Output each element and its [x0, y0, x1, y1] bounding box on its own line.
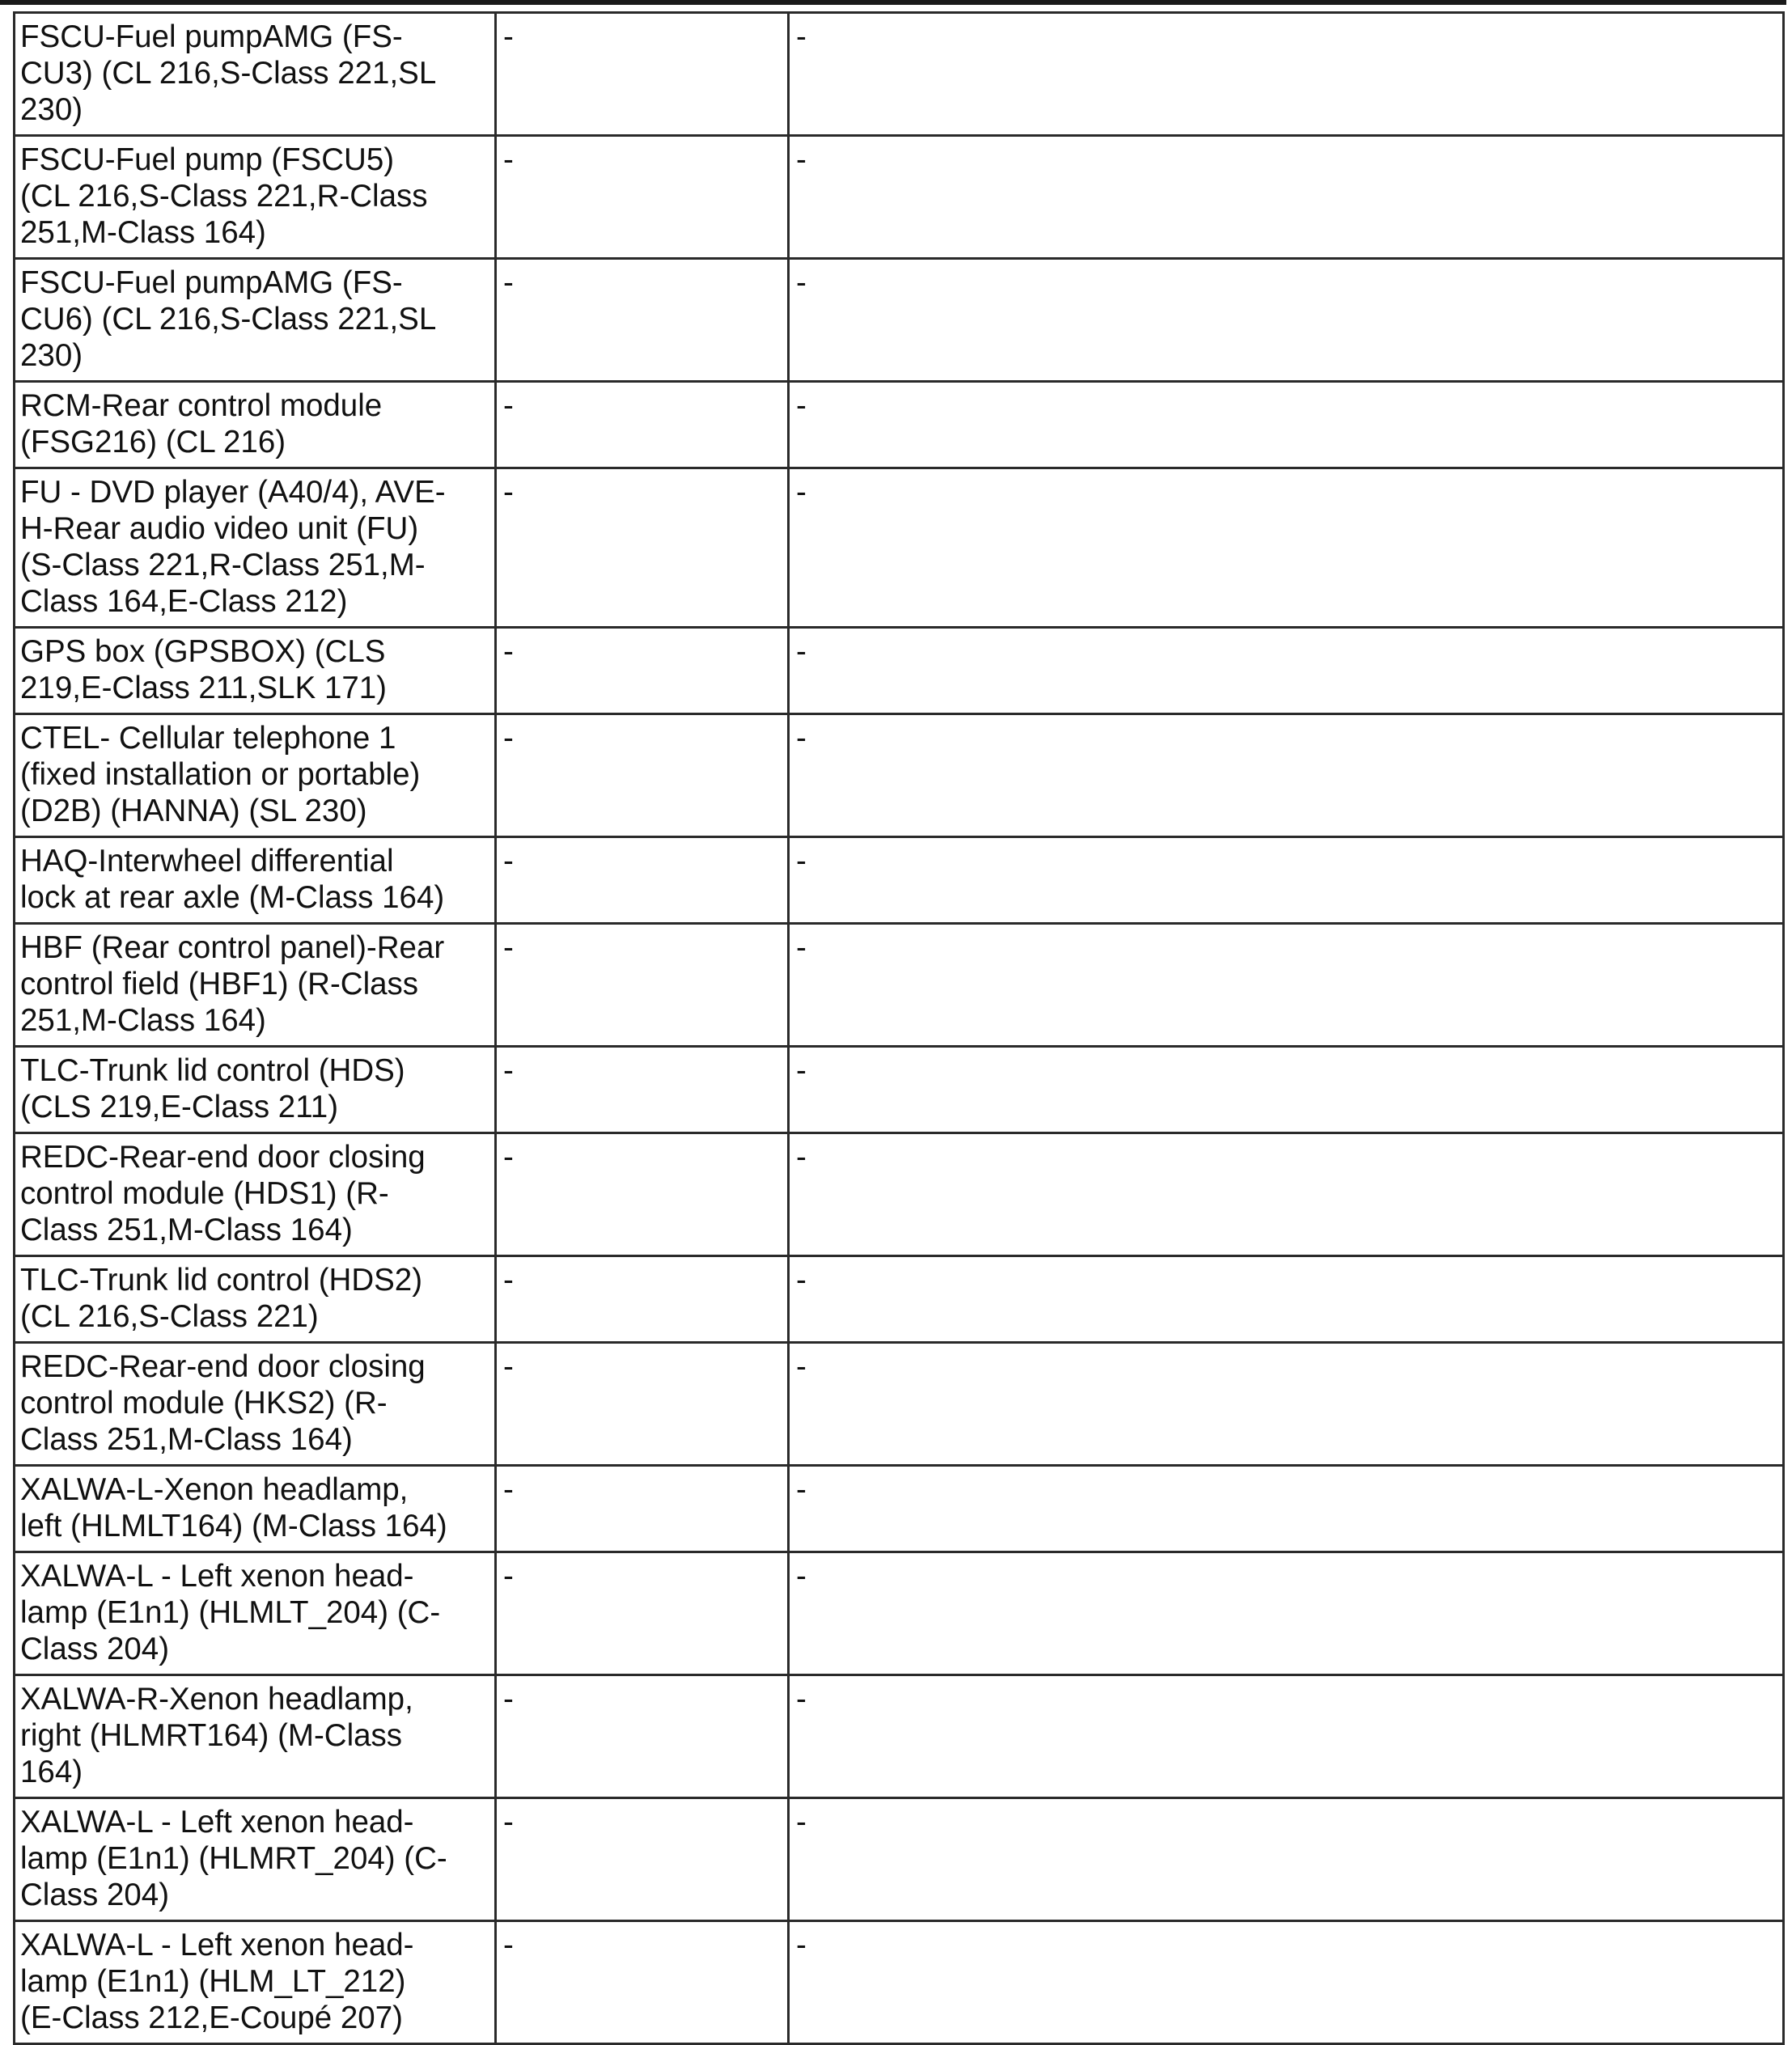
- value-2: -: [503, 1928, 514, 1962]
- table-row: [15, 1921, 1784, 2044]
- unit-name-cell: [15, 628, 496, 714]
- value-3: -: [796, 930, 807, 965]
- value-cell-3: [789, 259, 1784, 382]
- value-cell-3: [789, 837, 1784, 924]
- value-3: -: [796, 844, 807, 879]
- value-cell-2: [496, 1675, 789, 1798]
- table-row: [15, 1798, 1784, 1921]
- unit-name-cell: [15, 1466, 496, 1552]
- value-3: -: [796, 475, 807, 510]
- unit-name: REDC-Rear-end door closing control module (HKS2) (R- Class 251,M-Class 164): [20, 1349, 426, 1457]
- value-2: -: [503, 1805, 514, 1840]
- top-rule: [0, 0, 1786, 5]
- value-3: -: [796, 1263, 807, 1298]
- value-3: -: [796, 1349, 807, 1384]
- value-cell-2: [496, 259, 789, 382]
- table-row: [15, 714, 1784, 837]
- table-row: [15, 628, 1784, 714]
- value-3: -: [796, 721, 807, 756]
- unit-name: XALWA-L - Left xenon head- lamp (E1n1) (HLMRT_204) (C- Class 204): [20, 1805, 447, 1912]
- unit-name-cell: [15, 1921, 496, 2044]
- value-cell-3: [789, 1133, 1784, 1256]
- value-cell-3: [789, 1343, 1784, 1466]
- value-cell-3: [789, 1466, 1784, 1552]
- unit-name: XALWA-L - Left xenon head- lamp (E1n1) (HLM_LT_212) (E-Class 212,E-Coupé 207): [20, 1928, 414, 2035]
- unit-name: FU - DVD player (A40/4), AVE- H-Rear audio video unit (FU) (S-Class 221,R-Class 251,M- Class 164,E-Class 212): [20, 475, 446, 619]
- unit-name-cell: [15, 1675, 496, 1798]
- unit-name: FSCU-Fuel pumpAMG (FS- CU3) (CL 216,S-Class 221,SL 230): [20, 19, 437, 127]
- value-cell-2: [496, 837, 789, 924]
- value-cell-2: [496, 1256, 789, 1343]
- value-cell-2: [496, 13, 789, 136]
- unit-name-cell: [15, 1552, 496, 1675]
- value-cell-3: [789, 468, 1784, 628]
- value-cell-2: [496, 1466, 789, 1552]
- value-cell-2: [496, 714, 789, 837]
- unit-name: HAQ-Interwheel differential lock at rear axle (M-Class 164): [20, 844, 445, 915]
- unit-name: XALWA-L - Left xenon head- lamp (E1n1) (HLMLT_204) (C- Class 204): [20, 1559, 441, 1666]
- value-2: -: [503, 142, 514, 177]
- table-row: [15, 13, 1784, 136]
- unit-name: TLC-Trunk lid control (HDS2) (CL 216,S-Class 221): [20, 1263, 423, 1334]
- value-cell-2: [496, 468, 789, 628]
- unit-name-cell: [15, 136, 496, 259]
- value-3: -: [796, 1053, 807, 1088]
- unit-name-cell: [15, 468, 496, 628]
- unit-name: RCM-Rear control module (FSG216) (CL 216): [20, 388, 383, 459]
- value-2: -: [503, 1559, 514, 1594]
- value-cell-2: [496, 628, 789, 714]
- table-row: [15, 1466, 1784, 1552]
- unit-name-cell: [15, 1133, 496, 1256]
- value-2: -: [503, 1472, 514, 1507]
- unit-name: XALWA-L-Xenon headlamp, left (HLMLT164) (M-Class 164): [20, 1472, 447, 1543]
- unit-name: XALWA-R-Xenon headlamp, right (HLMRT164) (M-Class 164): [20, 1682, 413, 1789]
- value-cell-2: [496, 136, 789, 259]
- unit-name-cell: [15, 837, 496, 924]
- unit-name: REDC-Rear-end door closing control module (HDS1) (R- Class 251,M-Class 164): [20, 1140, 426, 1247]
- value-cell-3: [789, 136, 1784, 259]
- value-2: -: [503, 475, 514, 510]
- value-3: -: [796, 142, 807, 177]
- unit-name-cell: [15, 259, 496, 382]
- value-3: -: [796, 1805, 807, 1840]
- value-cell-2: [496, 1552, 789, 1675]
- table-row: [15, 1343, 1784, 1466]
- unit-name: GPS box (GPSBOX) (CLS 219,E-Class 211,SLK 171): [20, 634, 387, 705]
- value-2: -: [503, 1263, 514, 1298]
- value-cell-3: [789, 628, 1784, 714]
- value-cell-3: [789, 714, 1784, 837]
- table-row: [15, 1047, 1784, 1133]
- value-3: -: [796, 1140, 807, 1175]
- value-cell-2: [496, 1921, 789, 2044]
- value-2: -: [503, 1140, 514, 1175]
- value-2: -: [503, 1682, 514, 1717]
- table-row: [15, 382, 1784, 468]
- value-2: -: [503, 1053, 514, 1088]
- value-cell-3: [789, 382, 1784, 468]
- unit-name-cell: [15, 924, 496, 1047]
- value-3: -: [796, 1682, 807, 1717]
- unit-name-cell: [15, 714, 496, 837]
- value-cell-2: [496, 1343, 789, 1466]
- value-2: -: [503, 19, 514, 54]
- value-cell-3: [789, 1798, 1784, 1921]
- control-unit-table: [13, 11, 1785, 2045]
- value-2: -: [503, 930, 514, 965]
- table-row: [15, 1552, 1784, 1675]
- value-cell-3: [789, 1921, 1784, 2044]
- value-2: -: [503, 721, 514, 756]
- value-cell-3: [789, 1256, 1784, 1343]
- value-2: -: [503, 1349, 514, 1384]
- unit-name-cell: [15, 1256, 496, 1343]
- value-cell-3: [789, 1552, 1784, 1675]
- value-3: -: [796, 1472, 807, 1507]
- value-2: -: [503, 844, 514, 879]
- value-cell-3: [789, 1675, 1784, 1798]
- unit-name-cell: [15, 13, 496, 136]
- value-3: -: [796, 19, 807, 54]
- unit-name-cell: [15, 1343, 496, 1466]
- value-3: -: [796, 634, 807, 669]
- value-cell-2: [496, 1047, 789, 1133]
- value-2: -: [503, 388, 514, 423]
- table-row: [15, 837, 1784, 924]
- unit-name-cell: [15, 1798, 496, 1921]
- value-2: -: [503, 265, 514, 300]
- table-body: [15, 13, 1784, 2044]
- value-cell-2: [496, 382, 789, 468]
- value-cell-2: [496, 924, 789, 1047]
- unit-name-cell: [15, 1047, 496, 1133]
- unit-name: TLC-Trunk lid control (HDS) (CLS 219,E-Class 211): [20, 1053, 405, 1124]
- unit-name: FSCU-Fuel pumpAMG (FS- CU6) (CL 216,S-Class 221,SL 230): [20, 265, 437, 373]
- table-row: [15, 1256, 1784, 1343]
- value-3: -: [796, 1559, 807, 1594]
- value-cell-3: [789, 924, 1784, 1047]
- table-row: [15, 136, 1784, 259]
- table-row: [15, 924, 1784, 1047]
- unit-name-cell: [15, 382, 496, 468]
- value-3: -: [796, 265, 807, 300]
- unit-name: FSCU-Fuel pump (FSCU5) (CL 216,S-Class 221,R-Class 251,M-Class 164): [20, 142, 428, 250]
- unit-name: CTEL- Cellular telephone 1 (fixed installation or portable) (D2B) (HANNA) (SL 230): [20, 721, 421, 828]
- value-cell-2: [496, 1798, 789, 1921]
- table-row: [15, 1133, 1784, 1256]
- unit-name: HBF (Rear control panel)-Rear control field (HBF1) (R-Class 251,M-Class 164): [20, 930, 445, 1038]
- table-row: [15, 1675, 1784, 1798]
- value-cell-3: [789, 13, 1784, 136]
- value-2: -: [503, 634, 514, 669]
- table-row: [15, 468, 1784, 628]
- value-3: -: [796, 1928, 807, 1962]
- value-cell-2: [496, 1133, 789, 1256]
- value-3: -: [796, 388, 807, 423]
- value-cell-3: [789, 1047, 1784, 1133]
- table-row: [15, 259, 1784, 382]
